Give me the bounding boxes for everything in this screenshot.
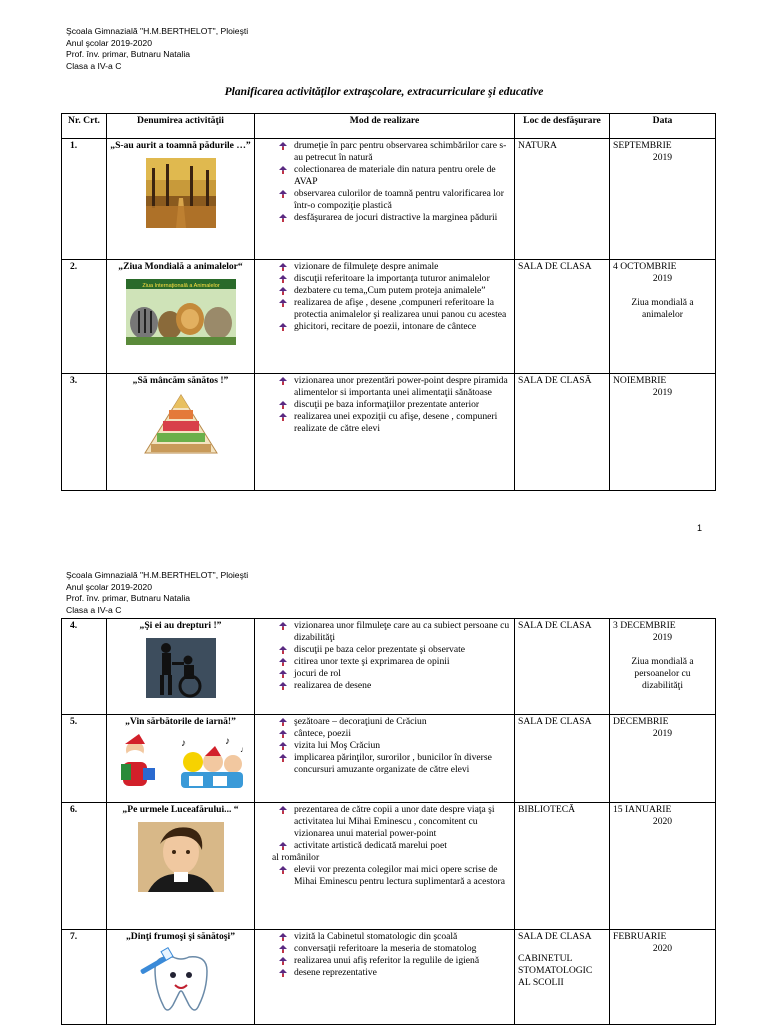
class-name: Clasa a IV-a C <box>66 60 122 71</box>
date-year: 2019 <box>652 387 673 398</box>
activity-cell <box>107 619 255 715</box>
place-cell: SALA DE CLASA <box>515 260 610 374</box>
list-item: realizarea de afişe , desene ,compuneri referitoare la protectia animalelor şi realizarea unui panou cu acestea <box>258 297 511 321</box>
table-row <box>62 803 716 930</box>
svg-text:♪: ♪ <box>180 738 186 749</box>
animals-collage-image <box>126 279 236 345</box>
eminescu-portrait-image <box>138 822 224 892</box>
list-item: elevii vor prezenta colegilor mai mici opere scrise de Mihai Eminescu pentru lectura suplimentară a acestora <box>258 864 511 888</box>
modes-cell <box>255 930 515 1025</box>
svg-text:♩: ♩ <box>239 745 248 754</box>
school-name: Şcoala Gimnazială "H.M.BERTHELOT", Ploieşti <box>66 570 249 580</box>
list-item: cântece, poezii <box>258 728 511 740</box>
date-year: 2019 <box>652 632 673 643</box>
date-year: 2019 <box>652 728 673 739</box>
school-year: Anul şcolar 2019-2020 <box>66 37 152 48</box>
wheelchair-silhouette-image <box>146 638 216 698</box>
table-row <box>62 930 716 1025</box>
header-mode: Mod de realizare <box>255 114 515 139</box>
modes-cell <box>255 619 515 715</box>
list-item: implicarea părinţilor, surorilor , bunicilor în diverse concursuri amuzante organizate de către elevi <box>258 752 511 776</box>
activity-title: „S-au aurit a toamnă pădurile …” <box>110 140 251 151</box>
tooth-with-toothbrush-image <box>133 949 229 1019</box>
date-year: 2020 <box>652 816 673 827</box>
row-number: 1. <box>62 139 107 260</box>
modes-cell <box>255 374 515 491</box>
list-item: vizita lui Moş Crăciun <box>258 740 511 752</box>
list-item: colectionarea de materiale din natura pentru orele de AVAP <box>258 164 511 188</box>
date-month: 4 OCTOMBRIE <box>613 261 677 272</box>
list-item: desene reprezentative <box>258 967 511 979</box>
date-month: DECEMBRIE <box>613 716 669 727</box>
date-note: Ziua mondială a animalelor <box>631 297 694 320</box>
autumn-forest-image <box>146 158 216 228</box>
row-number: 6. <box>62 803 107 930</box>
list-item: vizionarea unor filmuleţe care au ca subiect persoane cu dizabilităţi <box>258 620 511 644</box>
list-item: realizarea unui afiş referitor la regulile de igienă <box>258 955 511 967</box>
table-row <box>62 715 716 803</box>
teacher-name: Prof. înv. primar, Butnaru Natalia <box>66 49 191 59</box>
date-month: NOIEMBRIE <box>613 375 667 386</box>
activity-title: „Să mâncăm sănătos !” <box>132 375 229 386</box>
activity-title: „Pe urmele Luceafărului... “ <box>122 804 239 815</box>
activity-title: „Dinţi frumoşi şi sănătoşi” <box>125 931 235 942</box>
activity-title: „Vin sărbătorile de iarnă!” <box>125 716 236 727</box>
place-cell: SALA DE CLASA <box>515 619 610 715</box>
christmas-carolers-image <box>115 734 247 792</box>
school-name: Şcoala Gimnazială "H.M.BERTHELOT", Ploieşti <box>66 26 249 36</box>
list-item: al românilor <box>272 852 320 863</box>
teacher-name: Prof. înv. primar, Butnaru Natalia <box>66 593 191 603</box>
list-item: observarea culorilor de toamnă pentru valorificarea lor într-o compoziţie plastică <box>258 188 511 212</box>
date-month: SEPTEMBRIE <box>613 140 672 151</box>
row-number: 5. <box>62 715 107 803</box>
page-header <box>66 26 248 72</box>
date-cell <box>610 619 716 715</box>
place-cell <box>515 930 610 1025</box>
list-item: citirea unor texte şi exprimarea de opinii <box>258 656 511 668</box>
list-item: realizarea unei expoziţii cu afişe, desene , compuneri realizate de către elevi <box>258 411 511 435</box>
collage-caption: Ziua Internaţională a Animalelor <box>141 283 220 289</box>
date-month: 15 IANUARIE <box>613 804 672 815</box>
header-place: Loc de desfăşurare <box>515 114 610 139</box>
date-cell <box>610 803 716 930</box>
activity-cell <box>107 930 255 1025</box>
place-cell: SALA DE CLASA <box>515 715 610 803</box>
table-row <box>62 374 716 491</box>
list-item: discuţii pe baza informaţiilor prezentate anterior <box>258 399 511 411</box>
place-main: SALA DE CLASA <box>518 931 592 942</box>
list-item: jocuri de rol <box>258 668 511 680</box>
list-item: drumeţie în parc pentru observarea schimbărilor care s-au petrecut în natură <box>258 140 511 164</box>
table-header-row <box>62 114 716 139</box>
modes-cell <box>255 803 515 930</box>
date-cell <box>610 139 716 260</box>
class-name: Clasa a IV-a C <box>66 604 122 615</box>
list-item: vizionare de filmuleţe despre animale <box>258 261 511 273</box>
header-name: Denumirea activităţii <box>107 114 255 139</box>
activity-cell <box>107 803 255 930</box>
activity-cell <box>107 139 255 260</box>
page-header-2 <box>66 570 248 616</box>
date-month: 3 DECEMBRIE <box>613 620 676 631</box>
activities-table-page-2 <box>61 618 716 1025</box>
modes-cell <box>255 260 515 374</box>
activity-cell <box>107 715 255 803</box>
activities-table-page-1 <box>61 113 716 491</box>
list-item: desfăşurarea de jocuri distractive la marginea pădurii <box>258 212 511 224</box>
list-item: conversaţii referitoare la meseria de stomatolog <box>258 943 511 955</box>
list-item: discuţii pe baza celor prezentate şi observate <box>258 644 511 656</box>
header-date: Data <box>610 114 716 139</box>
date-cell <box>610 260 716 374</box>
svg-text:♪: ♪ <box>224 736 230 747</box>
document-title: Planificarea activităţilor extraşcolare, extracurriculare şi educative <box>224 86 544 98</box>
list-item: discuţii referitoare la importanţa tuturor animalelor <box>258 273 511 285</box>
activity-cell <box>107 374 255 491</box>
date-year: 2020 <box>652 943 673 954</box>
list-item: realizarea de desene <box>258 680 511 692</box>
header-nr: Nr. Crt. <box>62 114 107 139</box>
list-item: şezătoare – decoraţiuni de Crăciun <box>258 716 511 728</box>
food-pyramid-icon <box>143 393 219 455</box>
modes-cell <box>255 139 515 260</box>
list-item: prezentarea de către copii a unor date despre viaţa şi activitatea lui Mihai Eminescu , concomitent cu vizionarea unui material power-point <box>258 804 511 840</box>
date-year: 2019 <box>652 273 673 284</box>
activity-title: „Ziua Mondială a animalelor“ <box>118 261 243 272</box>
modes-cell <box>255 715 515 803</box>
place-cell: SALA DE CLASĂ <box>515 374 610 491</box>
row-number: 3. <box>62 374 107 491</box>
date-cell <box>610 374 716 491</box>
row-number: 2. <box>62 260 107 374</box>
date-year: 2019 <box>652 152 673 163</box>
school-year: Anul şcolar 2019-2020 <box>66 581 152 592</box>
table-row <box>62 260 716 374</box>
list-item: vizionarea unor prezentări power-point despre piramida alimentelor si importanta unei alimentaţii sănătoase <box>258 375 511 399</box>
list-item: ghicitori, recitare de poezii, intonare de cântece <box>258 321 511 333</box>
activity-title: „Şi ei au drepturi !” <box>139 620 222 631</box>
list-item: activitate artistică dedicată marelui poet <box>258 840 511 852</box>
date-cell <box>610 930 716 1025</box>
date-cell <box>610 715 716 803</box>
list-item: dezbatere cu tema„Cum putem proteja animalele” <box>258 285 511 297</box>
page-number: 1 <box>697 523 703 533</box>
row-number: 4. <box>62 619 107 715</box>
list-item: vizită la Cabinetul stomatologic din şcoală <box>258 931 511 943</box>
date-month: FEBRUARIE <box>613 931 667 942</box>
table-row <box>62 139 716 260</box>
place-cell: BIBLIOTECĂ <box>515 803 610 930</box>
row-number: 7. <box>62 930 107 1025</box>
place-cell: NATURA <box>515 139 610 260</box>
place-secondary: CABINETUL STOMATOLOGIC AL SCOLII <box>518 953 593 988</box>
date-note: Ziua mondială a persoanelor cu dizabilităţi <box>631 656 694 691</box>
activity-cell <box>107 260 255 374</box>
table-row <box>62 619 716 715</box>
